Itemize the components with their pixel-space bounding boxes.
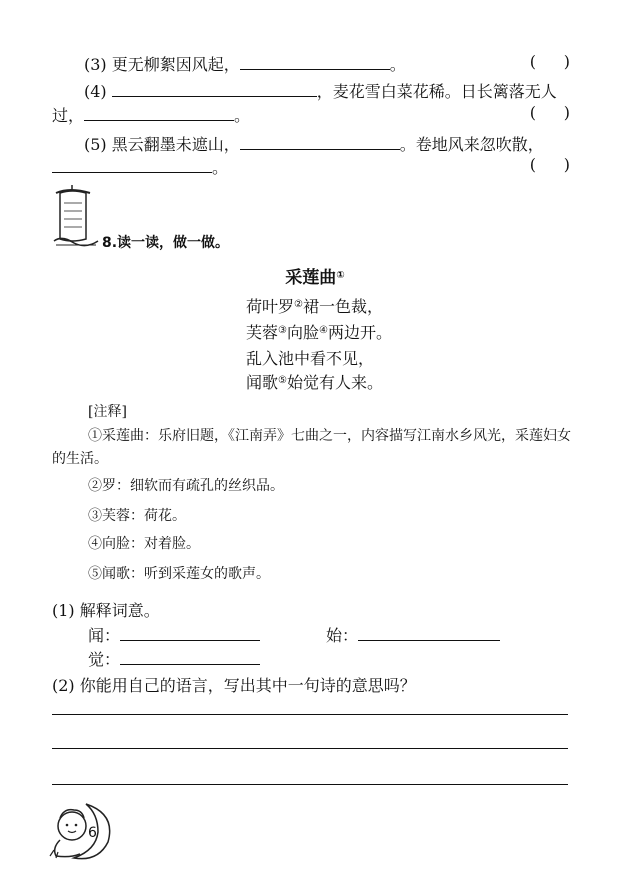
answer-blank[interactable] <box>52 156 212 173</box>
answer-line[interactable] <box>52 748 568 749</box>
answer-blank[interactable] <box>240 133 400 150</box>
poem-line: 乱入池中看不见， <box>246 349 375 368</box>
poem-text: 黑云翻墨未遮山， <box>111 135 240 154</box>
answer-blank[interactable] <box>112 80 317 97</box>
notes-header: [注释] <box>88 404 127 420</box>
word-wen: 闻： <box>88 623 260 646</box>
question-number: (3) <box>84 55 107 74</box>
child-moon-icon <box>46 800 116 862</box>
question-4-line2: 过， 。 <box>52 106 251 125</box>
answer-paren[interactable]: ( ) <box>529 155 570 174</box>
task-1-label: (1) 解释词意。 <box>52 601 160 620</box>
task-2-label: (2) 你能用自己的语言，写出其中一句诗的意思吗？ <box>52 676 416 695</box>
poem-text: 更无柳絮因风起， <box>111 55 240 74</box>
answer-paren[interactable]: ( ) <box>529 52 570 71</box>
page-number: 6 <box>88 825 97 841</box>
answer-blank[interactable] <box>120 648 260 665</box>
poem-text: ，麦花雪白菜花稀。日长篱落无人 <box>316 82 557 101</box>
poem-title: 采莲曲① <box>285 268 345 288</box>
answer-line[interactable] <box>52 784 568 785</box>
note-2: ②罗：细软而有疏孔的丝织品。 <box>88 478 284 494</box>
poem-line: 芙蓉③向脸④两边开。 <box>246 323 392 342</box>
scroll-icon <box>52 183 102 253</box>
answer-blank[interactable] <box>120 624 260 641</box>
question-5-line2: 。 <box>52 155 228 178</box>
note-4: ④向脸：对着脸。 <box>88 536 200 552</box>
question-5: (5) 黑云翻墨未遮山， 。卷地风来忽吹散， <box>84 135 544 154</box>
question-number: (5) <box>84 135 107 154</box>
poem-line: 闻歌⑤始觉有人来。 <box>246 373 383 392</box>
answer-blank[interactable] <box>358 624 500 641</box>
note-1-cont: 的生活。 <box>52 451 108 467</box>
word-jue: 觉： <box>88 647 260 670</box>
answer-paren[interactable]: ( ) <box>529 103 570 122</box>
poem-line: 荷叶罗②裙一色裁， <box>246 297 383 316</box>
note-5: ⑤闻歌：听到采莲女的歌声。 <box>88 566 270 582</box>
question-number: (4) <box>84 82 107 101</box>
section-title: 8.读一读，做一做。 <box>102 235 230 251</box>
word-shi: 始： <box>326 623 500 646</box>
note-3: ③芙蓉：荷花。 <box>88 508 186 524</box>
question-4 <box>84 79 557 102</box>
note-1: ①采莲曲：乐府旧题，《江南弄》七曲之一，内容描写江南水乡风光，采莲妇女 <box>88 428 571 444</box>
answer-blank[interactable] <box>84 104 234 121</box>
answer-blank[interactable] <box>240 53 390 70</box>
answer-line[interactable] <box>52 714 568 715</box>
question-3: (3) 更无柳絮因风起， 。 <box>84 55 406 74</box>
